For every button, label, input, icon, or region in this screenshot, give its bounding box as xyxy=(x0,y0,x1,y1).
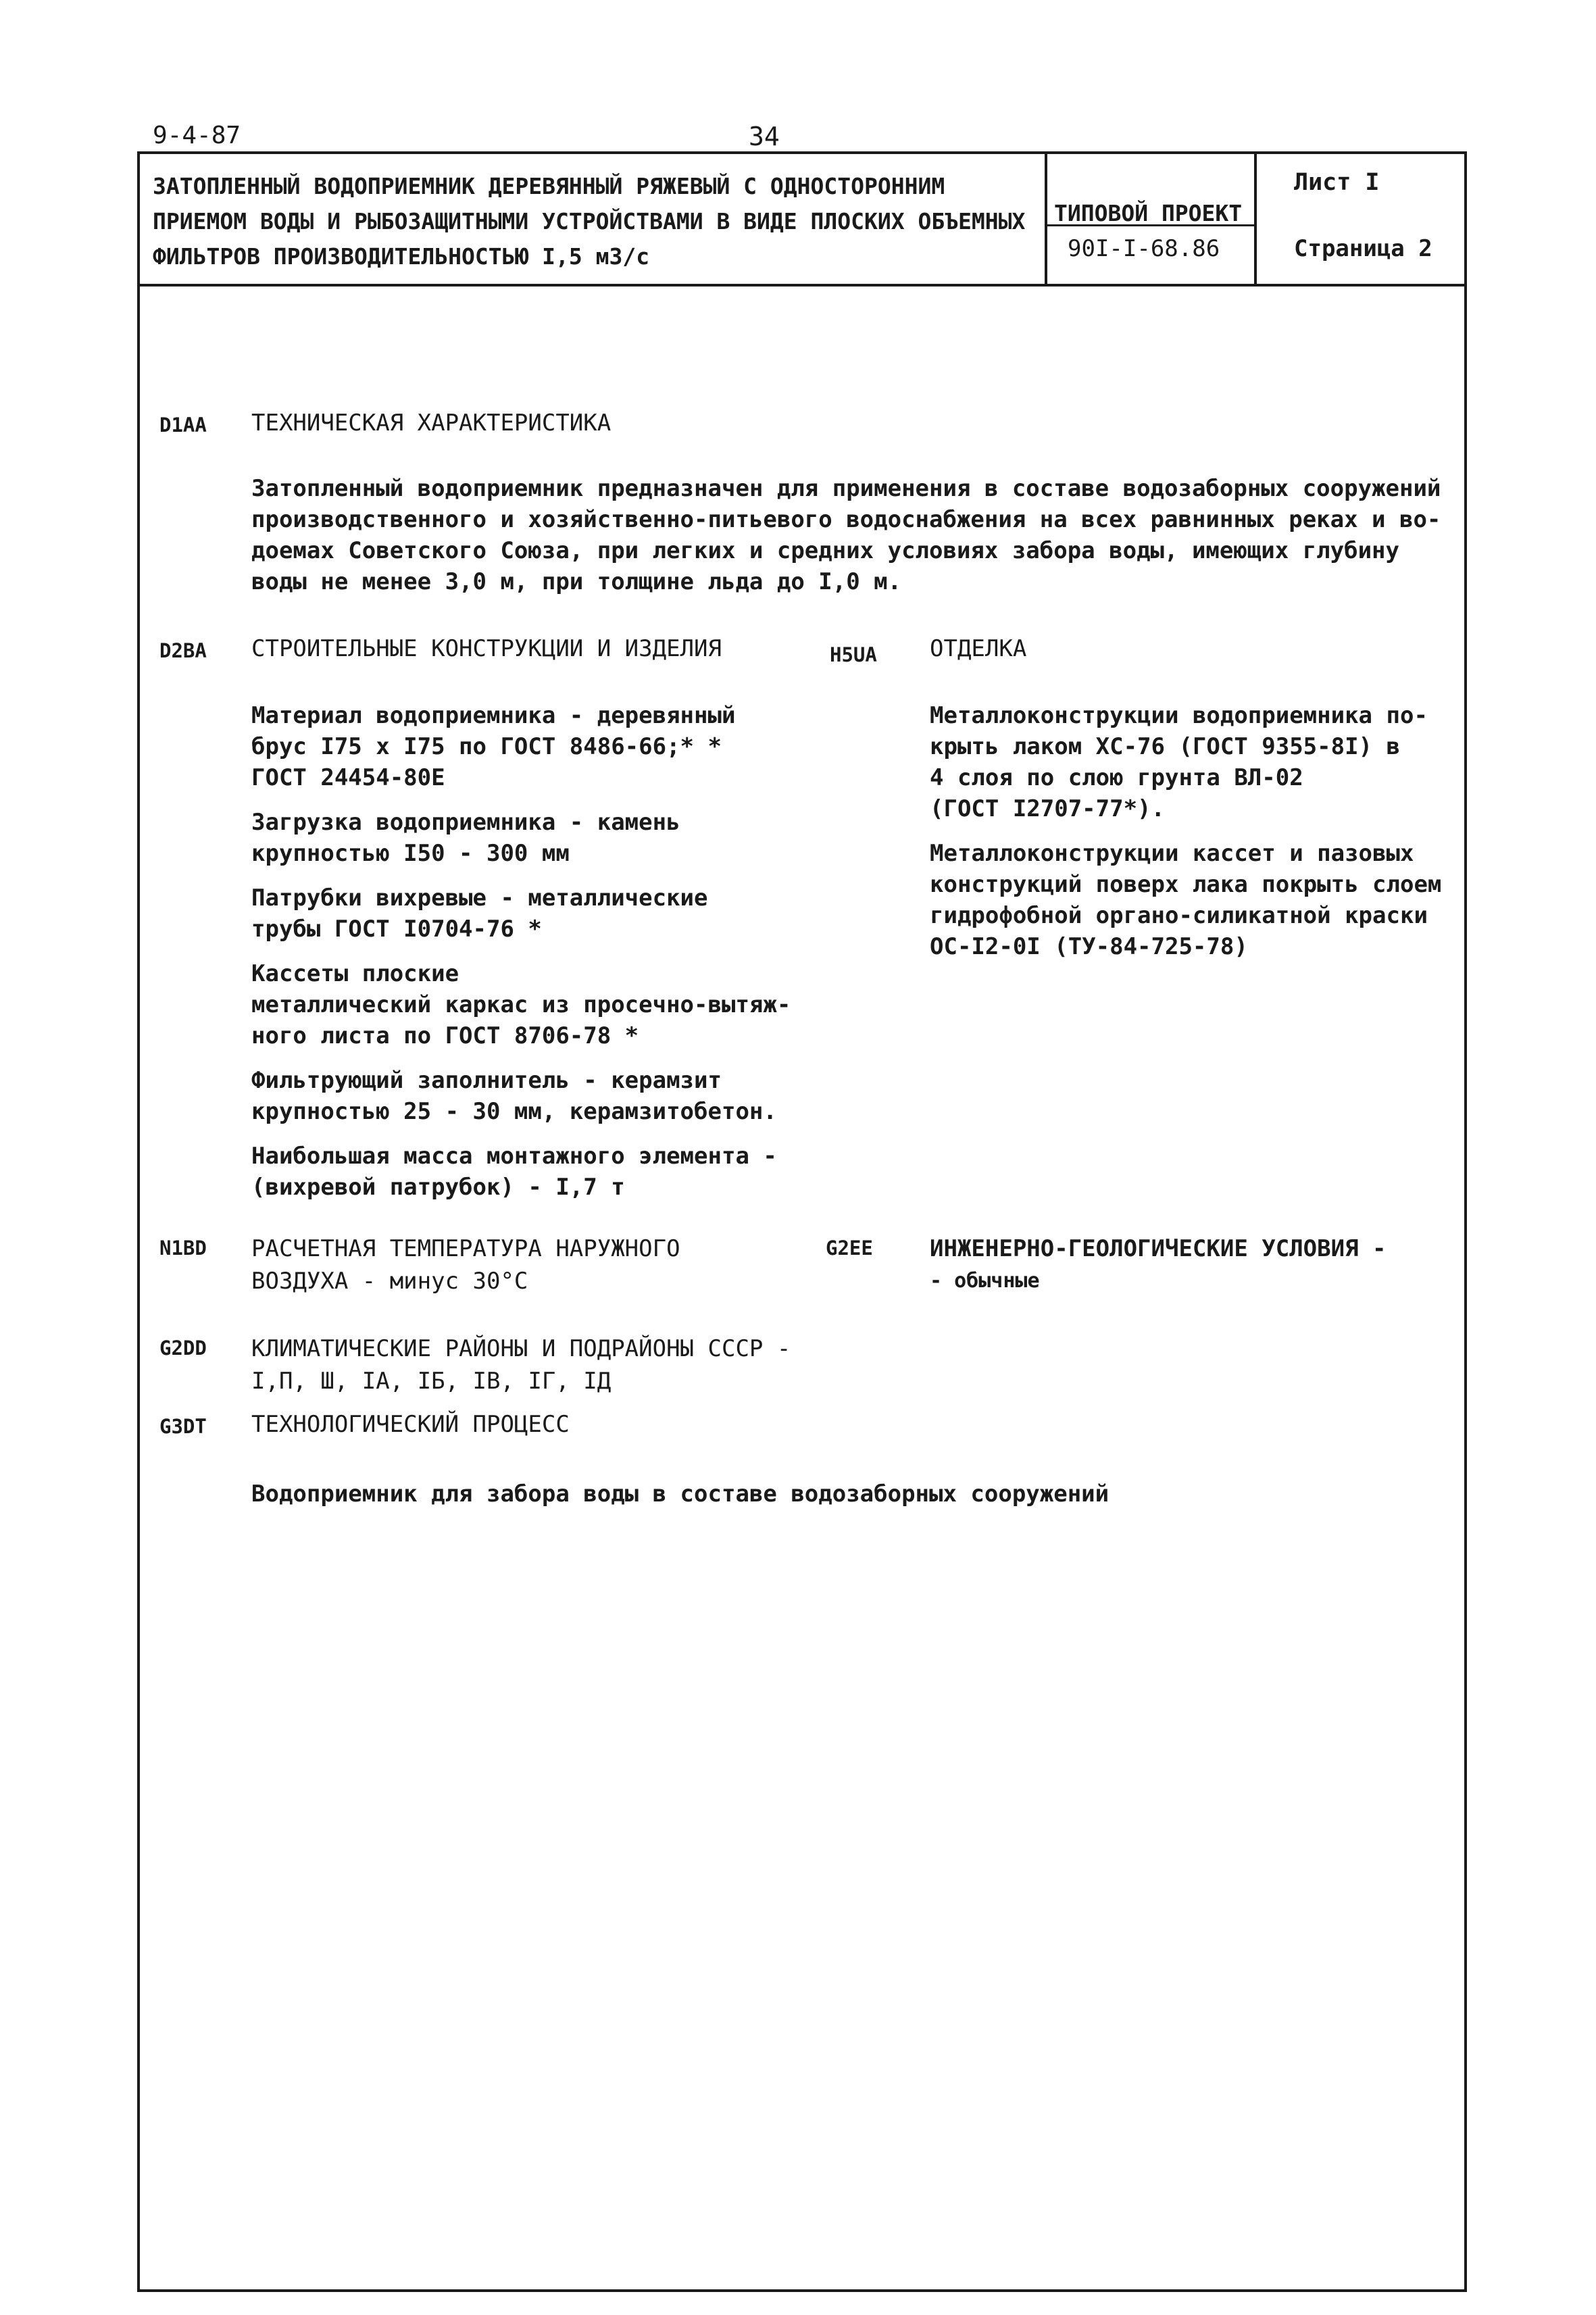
title-block-divider xyxy=(137,284,1467,287)
finish-list xyxy=(930,700,1457,976)
construction-item: Патрубки вихревые - металлические трубы ГОСТ I0704-76 * xyxy=(251,885,708,943)
finish-item: Металлоконструкции кассет и пазовых конструкций поверх лака покрыть слоем гидрофобной органо-силикатной краски ОС-I2-0I (ТУ-84-725-78) xyxy=(930,840,1442,960)
text-line: - обычные xyxy=(930,1269,1040,1293)
text-line: I,П, Ш, IА, IБ, IВ, IГ, IД xyxy=(251,1368,612,1395)
document-title xyxy=(153,169,1031,274)
text-line: доемах Советского Союза, при легких и средних условиях забора воды, имеющих глубину xyxy=(251,537,1399,564)
page-label: Страница 2 xyxy=(1294,235,1432,262)
section-code-tech: D1AA xyxy=(159,414,207,437)
text-line: воды не менее 3,0 м, при толщине льда до I,0 м. xyxy=(251,568,902,595)
project-label: ТИПОВОЙ ПРОЕКТ xyxy=(1054,200,1243,226)
construction-item: Наибольшая масса монтажного элемента - (вихревой патрубок) - I,7 т xyxy=(251,1143,777,1201)
section-heading-process: ТЕХНОЛОГИЧЕСКИЙ ПРОЦЕСС xyxy=(251,1411,570,1438)
section-heading-tech: ТЕХНИЧЕСКАЯ ХАРАКТЕРИСТИКА xyxy=(251,409,612,437)
section-heading-finish: ОТДЕЛКА xyxy=(930,635,1027,662)
section-geology xyxy=(930,1233,1387,1297)
tech-description xyxy=(251,473,1454,597)
construction-item: Загрузка водоприемника - камень крупностью I50 - 300 мм xyxy=(251,809,680,867)
section-heading-construction: СТРОИТЕЛЬНЫЕ КОНСТРУКЦИИ И ИЗДЕЛИЯ xyxy=(251,635,722,662)
text-line: КЛИМАТИЧЕСКИЕ РАЙОНЫ И ПОДРАЙОНЫ СССР - xyxy=(251,1335,791,1362)
finish-item: Металлоконструкции водоприемника по- крыть лаком ХС-76 (ГОСТ 9355-8I) в 4 слоя по слою грунта ВЛ-02 (ГОСТ I2707-77*). xyxy=(930,702,1428,822)
text-line: Затопленный водоприемник предназначен для применения в составе водозаборных сооружений xyxy=(251,475,1441,502)
construction-list xyxy=(251,700,859,1216)
construction-item: Фильтрующий заполнитель - керамзит крупностью 25 - 30 мм, керамзитобетон. xyxy=(251,1067,777,1125)
construction-item: Материал водоприемника - деревянный брус I75 х I75 по ГОСТ 8486-66;* * ГОСТ 24454-80Е xyxy=(251,702,736,791)
title-line: ФИЛЬТРОВ ПРОИЗВОДИТЕЛЬНОСТЬЮ I,5 м3/с xyxy=(153,243,650,270)
process-description: Водоприемник для забора воды в составе водозаборных сооружений xyxy=(251,1480,1109,1508)
title-block-separator-1 xyxy=(1045,151,1047,285)
section-code-geology: G2EE xyxy=(826,1237,873,1260)
section-climate xyxy=(251,1333,791,1397)
section-code-process: G3DT xyxy=(159,1415,207,1438)
document-code: 9-4-87 xyxy=(153,122,241,149)
sheet-label: Лист I xyxy=(1294,169,1380,196)
section-code-climate: G2DD xyxy=(159,1337,207,1360)
text-line: РАСЧЕТНАЯ ТЕМПЕРАТУРА НАРУЖНОГО xyxy=(251,1235,680,1262)
text-line: ВОЗДУХА - минус 30°С xyxy=(251,1268,528,1295)
text-line: производственного и хозяйственно-питьевого водоснабжения на всех равнинных реках и во- xyxy=(251,506,1441,533)
section-code-construction: D2BA xyxy=(159,639,207,662)
section-temperature xyxy=(251,1233,680,1297)
project-number: 90I-I-68.86 xyxy=(1068,235,1220,262)
page-number: 34 xyxy=(749,122,780,151)
title-line: ЗАТОПЛЕННЫЙ ВОДОПРИЕМНИК ДЕРЕВЯННЫЙ РЯЖЕВЫЙ С ОДНОСТОРОННИМ xyxy=(153,173,945,199)
title-line: ПРИЕМОМ ВОДЫ И РЫБОЗАЩИТНЫМИ УСТРОЙСТВАМИ В ВИДЕ ПЛОСКИХ ОБЪЕМНЫХ xyxy=(153,208,1026,234)
text-line: ИНЖЕНЕРНО-ГЕОЛОГИЧЕСКИЕ УСЛОВИЯ - xyxy=(930,1235,1387,1262)
section-code-finish: H5UA xyxy=(830,643,877,666)
title-block-separator-2 xyxy=(1254,151,1257,285)
construction-item: Кассеты плоские металлический каркас из просечно-вытяж- ного листа по ГОСТ 8706-78 * xyxy=(251,960,791,1049)
section-code-temperature: N1BD xyxy=(159,1237,207,1260)
